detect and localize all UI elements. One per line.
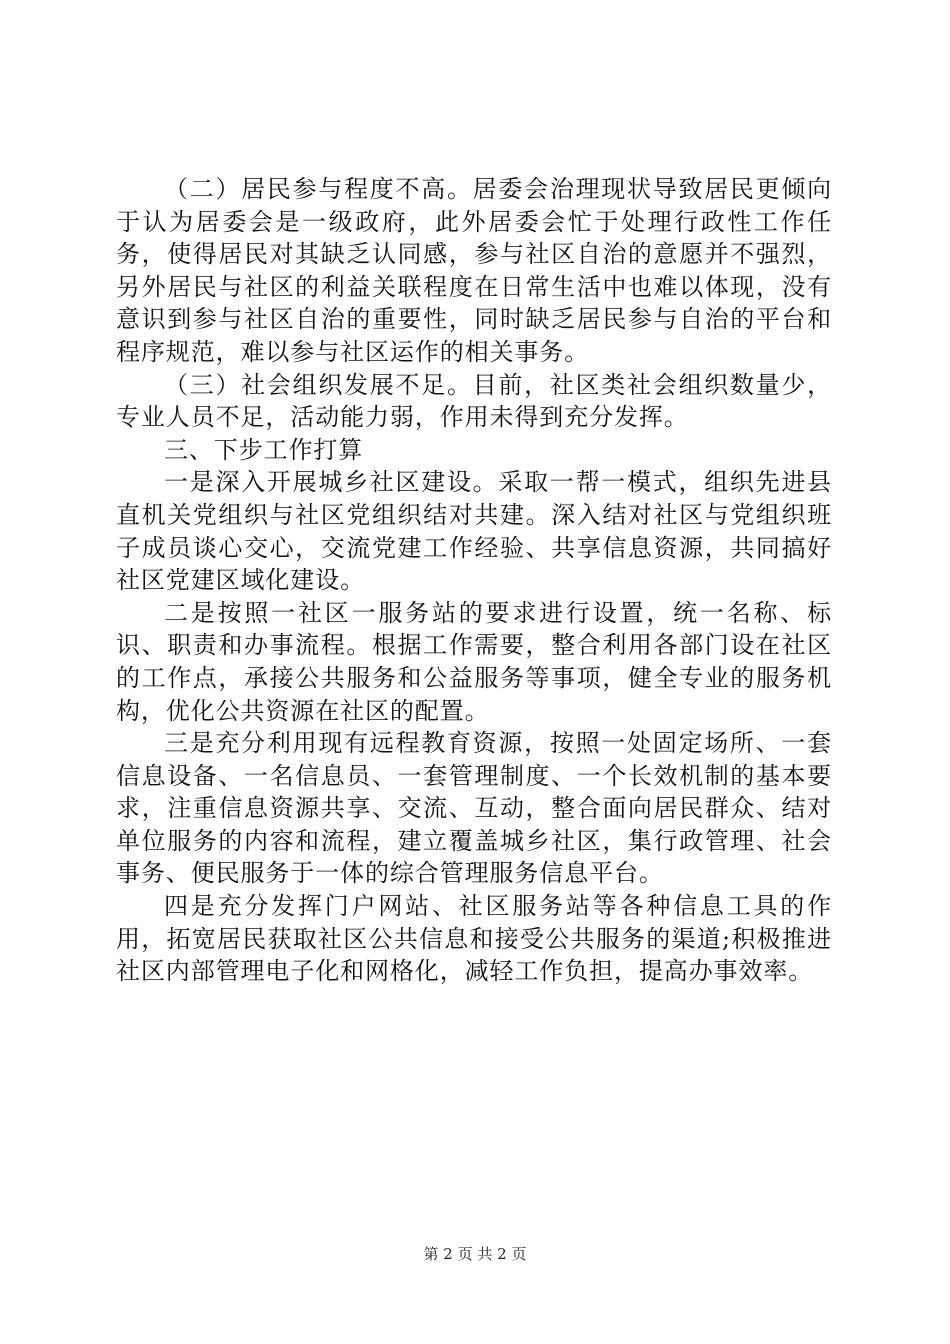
section-heading-next-steps: 三、下步工作打算 bbox=[164, 435, 364, 464]
paragraph-residents-participation: （二）居民参与程度不高。居委会治理现状导致居民更倾向于认为居委会是一级政府，此外居委会忙于处理行政性工作任务，使得居民对其缺乏认同感，参与社区自治的意愿并不强烈，另外居民与社区的利益关联程度在日常生活中也难以体现，没有意识到参与社区自治的重要性，同时缺乏居民参与自治的平台和程序规范，难以参与社区运作的相关事务。 bbox=[116, 175, 832, 366]
paragraph-plan-one: 一是深入开展城乡社区建设。采取一帮一模式，组织先进县直机关党组织与社区党组织结对共建。深入结对社区与党组织班子成员谈心交心，交流党建工作经验、共享信息资源，共同搞好社区党建区域化建设。 bbox=[116, 468, 832, 595]
paragraph-plan-three: 三是充分利用现有远程教育资源，按照一处固定场所、一套信息设备、一名信息员、一套管理制度、一个长效机制的基本要求，注重信息资源共享、交流、互动，整合面向居民群众、结对单位服务的内容和流程，建立覆盖城乡社区，集行政管理、社会事务、便民服务于一体的综合管理服务信息平台。 bbox=[116, 729, 832, 888]
paragraph-plan-four: 四是充分发挥门户网站、社区服务站等各种信息工具的作用，拓宽居民获取社区公共信息和接受公共服务的渠道;积极推进社区内部管理电子化和网格化，减轻工作负担，提高办事效率。 bbox=[116, 892, 832, 986]
paragraph-plan-two: 二是按照一社区一服务站的要求进行设置，统一名称、标识、职责和办事流程。根据工作需要，整合利用各部门设在社区的工作点，承接公共服务和公益服务等事项，健全专业的服务机构，优化公共资源在社区的配置。 bbox=[116, 598, 832, 725]
paragraph-social-organizations: （三）社会组织发展不足。目前，社区类社会组织数量少，专业人员不足，活动能力弱，作用未得到充分发挥。 bbox=[116, 370, 832, 432]
document-body bbox=[116, 173, 832, 988]
page-number-footer: 第 2 页 共 2 页 bbox=[423, 1245, 527, 1263]
